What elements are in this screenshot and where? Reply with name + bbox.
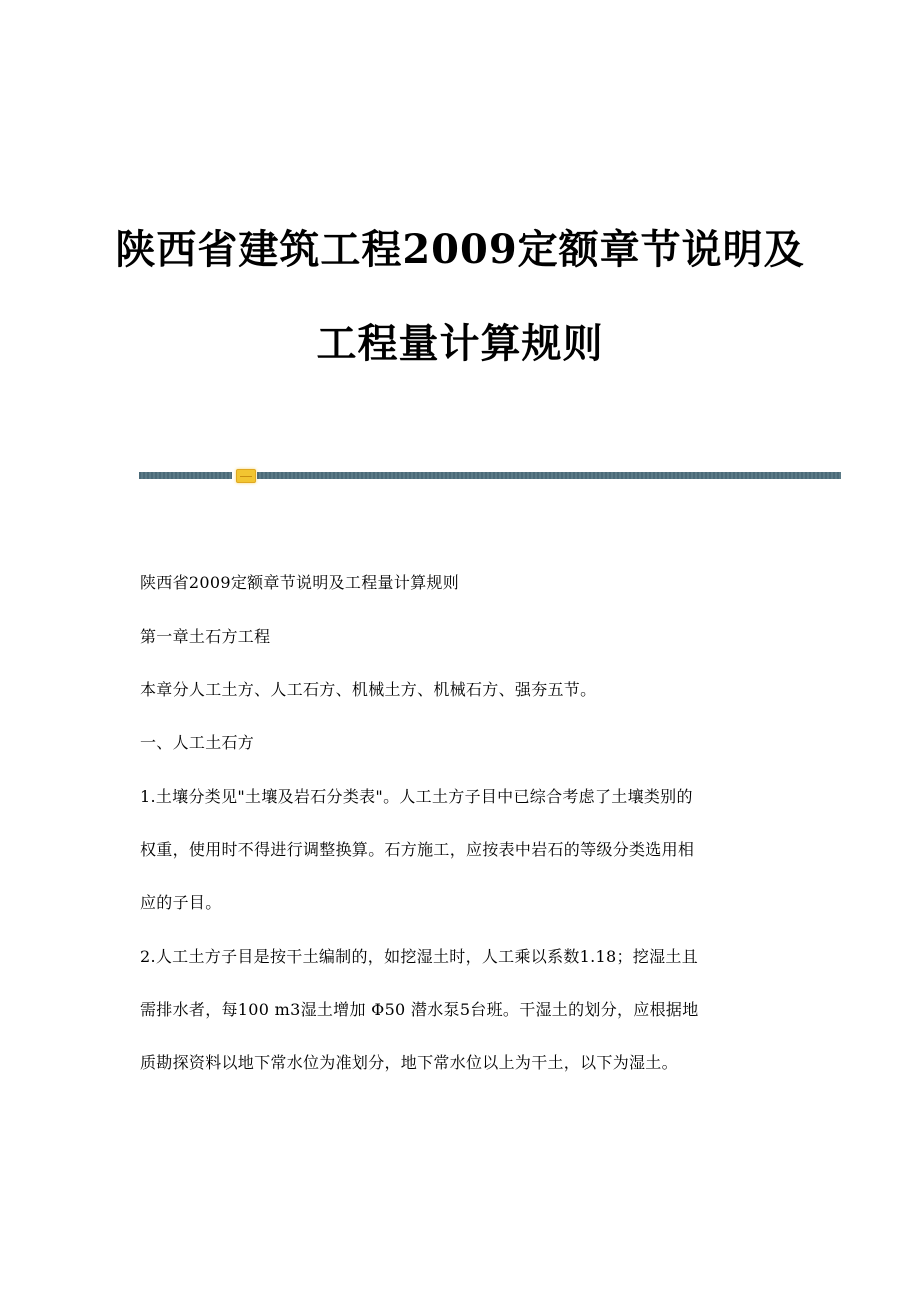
chapter-heading: 第一章土石方工程 — [140, 627, 271, 646]
mail-icon — [236, 469, 256, 483]
paragraph-line: 需排水者，每100 m3湿土增加 Φ50 潜水泵5台班。干湿土的划分，应根据地 — [140, 1000, 699, 1019]
paragraph-line: 质勘探资料以地下常水位为准划分，地下常水位以上为干土，以下为湿土。 — [140, 1053, 678, 1072]
paragraph-line: 1.土壤分类见"土壤及岩石分类表"。人工土方子目中已综合考虑了土壤类别的 — [140, 787, 693, 806]
section-heading: 一、人工土石方 — [140, 733, 255, 752]
divider-left — [139, 472, 232, 479]
paragraph-line: 2.人工土方子目是按干土编制的，如挖湿土时，人工乘以系数1.18；挖湿土且 — [140, 947, 698, 966]
document-title-line-1: 陕西省建筑工程2009定额章节说明及 — [115, 226, 805, 273]
paragraph-line: 本章分人工土方、人工石方、机械土方、机械石方、强夯五节。 — [140, 680, 597, 699]
document-title-line-2: 工程量计算规则 — [316, 320, 604, 367]
paragraph-line: 应的子目。 — [140, 893, 222, 912]
paragraph-line: 权重，使用时不得进行调整换算。石方施工，应按表中岩石的等级分类选用相 — [140, 840, 695, 859]
doc-subtitle: 陕西省2009定额章节说明及工程量计算规则 — [140, 573, 460, 592]
divider-right — [257, 472, 841, 479]
